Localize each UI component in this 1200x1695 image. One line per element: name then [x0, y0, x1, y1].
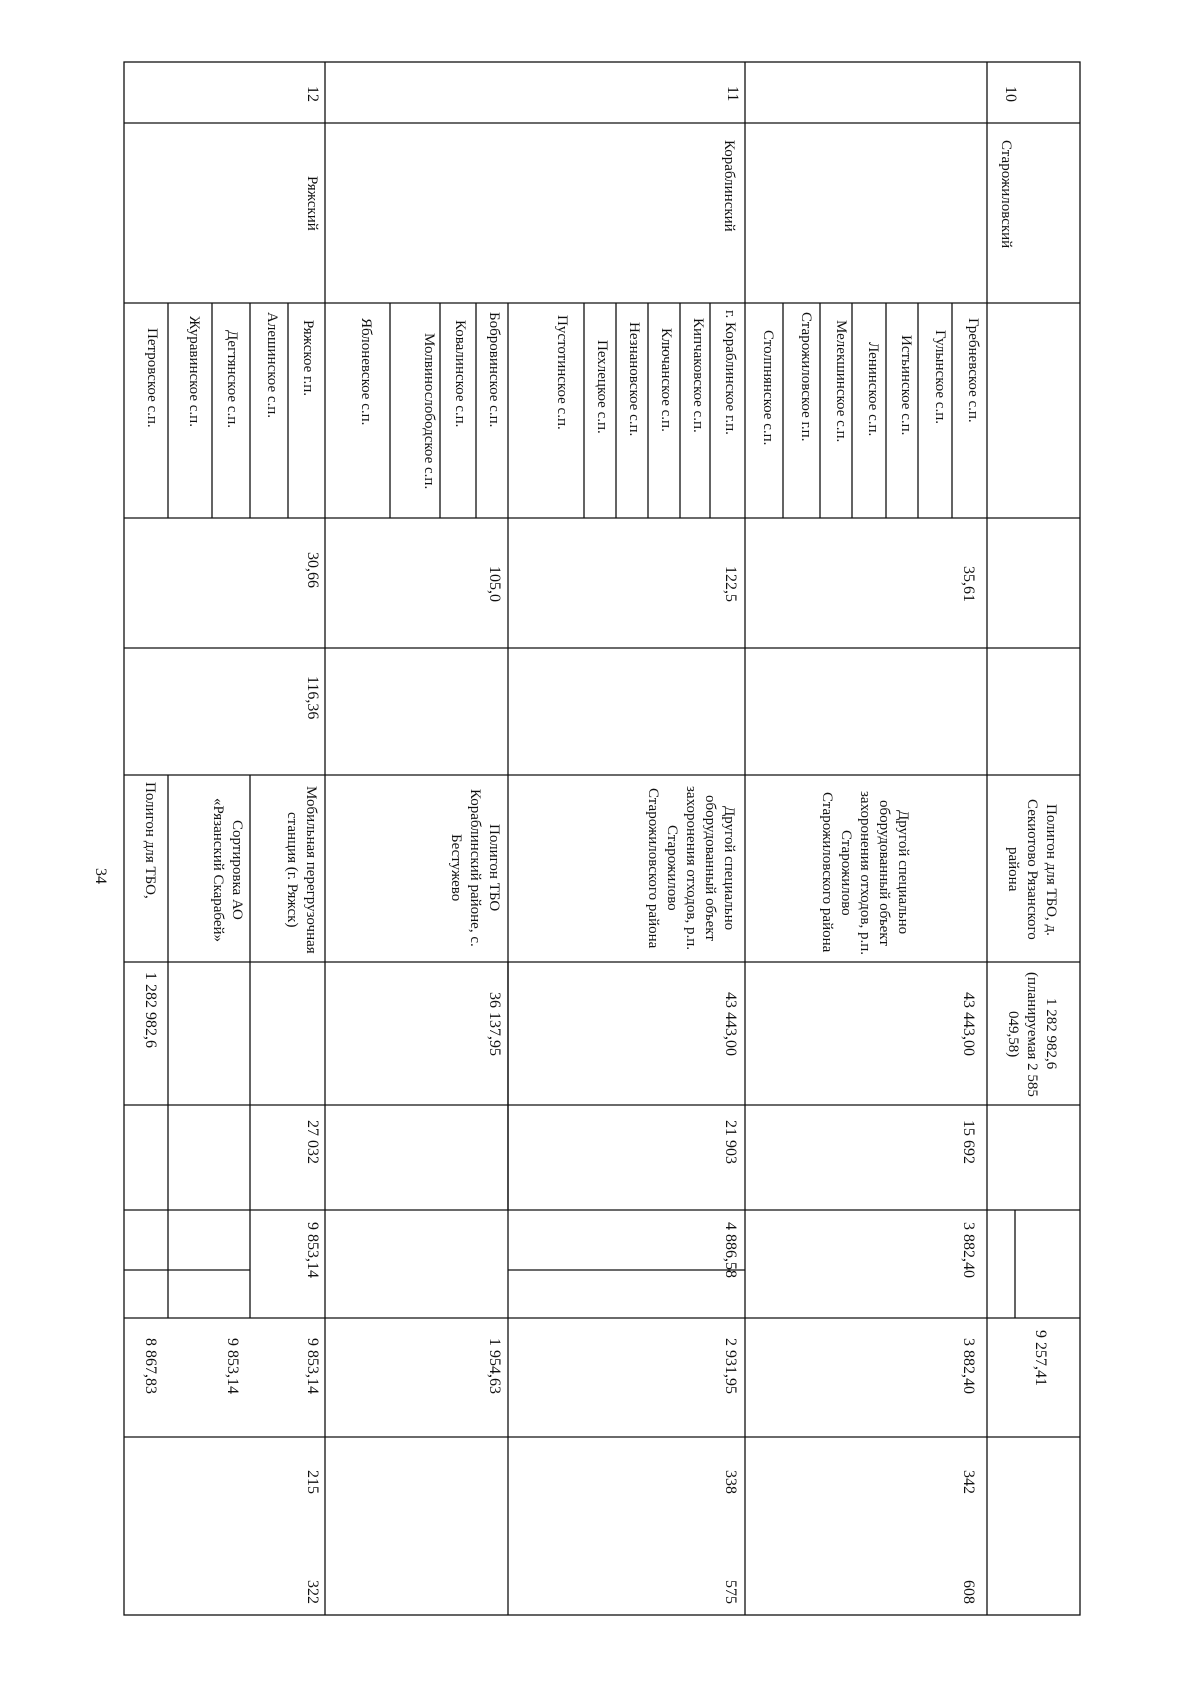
settlement: Пустотинское с.п. — [554, 315, 570, 430]
facility-name: Мобильная перегрузочная станция (г. Ряжск) — [284, 786, 319, 954]
settlement: Ключанское с.п. — [658, 328, 674, 432]
area-value: 105,0 — [486, 566, 503, 602]
settlement: Гулынское с.п. — [932, 330, 948, 424]
settlement: Молвинослободское с.п. — [421, 332, 437, 490]
waste-placed: 8 867,83 — [142, 1338, 159, 1394]
area-value: 35,61 — [960, 566, 977, 602]
page-number: 34 — [92, 868, 109, 884]
facility-name: Полигон ТБО Кораблинский районе, с. Бестужево — [448, 789, 502, 947]
settlement: Петровское с.п. — [144, 328, 160, 428]
settlement: Кипчаковское с.п. — [690, 318, 706, 433]
facility-capacity: 43 443,00 — [722, 992, 739, 1056]
settlement: г. Кораблинское г.п. — [722, 310, 738, 435]
waste-placed: 1 954,63 — [486, 1338, 503, 1394]
settlement: Алешинское с.п. — [264, 312, 280, 419]
facility-name: Другой специально оборудованный объект захоронения отходов, р.п. Старожилово Старожиловского района — [819, 790, 911, 955]
row-number: 10 — [1002, 86, 1019, 102]
facility-name: Полигон для ТБО, д. Секиотово Рязанского района — [1005, 799, 1059, 940]
settlement: Журавинское с.п. — [186, 316, 202, 427]
population: 27 032 — [304, 1120, 321, 1164]
settlement: Незнановское с.п. — [626, 322, 642, 437]
settlement: Мелекшинское с.п. — [833, 320, 849, 443]
row-number: 12 — [304, 86, 321, 102]
settlement: Столпнянское с.п. — [760, 330, 776, 446]
facility-capacity: 1 282 982,6 — [142, 972, 159, 1048]
district-name: Ряжский — [304, 176, 320, 231]
facility-name: Полигон для ТБО, — [142, 782, 158, 899]
facility-capacity: 43 443,00 — [960, 992, 977, 1056]
district-name: Кораблинский — [721, 140, 737, 232]
settlement: Дегтянское с.п. — [224, 330, 240, 428]
col12-value: 575 — [722, 1580, 739, 1604]
waste-generated: 4 886,58 — [722, 1222, 739, 1278]
area-value: 30,66 — [304, 552, 321, 588]
waste-placed: 9 853,14 — [224, 1338, 241, 1394]
waste-placed-top: 9 257,41 — [1032, 1330, 1049, 1386]
facility-capacity: 36 137,95 — [486, 992, 503, 1056]
settlement: Ряжское г.п. — [300, 320, 316, 397]
col12-value: 322 — [304, 1580, 321, 1604]
distance-value: 116,36 — [304, 676, 321, 720]
settlement: Ленинское с.п. — [865, 342, 881, 437]
settlement: Пехлецкое с.п. — [594, 340, 610, 434]
settlement: Старожиловское г.п. — [798, 312, 814, 442]
col11-value: 215 — [304, 1470, 321, 1494]
waste-placed: 2 931,95 — [722, 1338, 739, 1394]
settlement: Яблоневское с.п. — [358, 318, 374, 426]
settlement: Истьинское с.п. — [898, 335, 914, 436]
col12-value: 608 — [960, 1580, 977, 1604]
col11-value: 338 — [722, 1470, 739, 1494]
facility-name: Сортировка АО «Рязанский Скарабей» — [210, 797, 245, 943]
col11-value: 342 — [960, 1470, 977, 1494]
settlement: Ковалинское с.п. — [452, 320, 468, 428]
population: 15 692 — [960, 1120, 977, 1164]
settlement: Гребневское с.п. — [965, 318, 981, 423]
area-value: 122,5 — [722, 566, 739, 602]
facility-name: Другой специально оборудованный объект захоронения отходов, р.п. Старожилово Старожиловского района — [645, 786, 737, 950]
district-name: Старожиловский — [998, 140, 1014, 249]
waste-generated: 9 853,14 — [304, 1222, 321, 1278]
waste-generated: 3 882,40 — [960, 1222, 977, 1278]
waste-placed: 9 853,14 — [304, 1338, 321, 1394]
settlement: Бобровинское с.п. — [486, 312, 502, 428]
row-number: 11 — [724, 86, 741, 102]
facility-capacity: 1 282 982,6 (планируемая 2 585 049,58) — [1005, 971, 1059, 1097]
population: 21 903 — [722, 1120, 739, 1164]
waste-placed: 3 882,40 — [960, 1338, 977, 1394]
